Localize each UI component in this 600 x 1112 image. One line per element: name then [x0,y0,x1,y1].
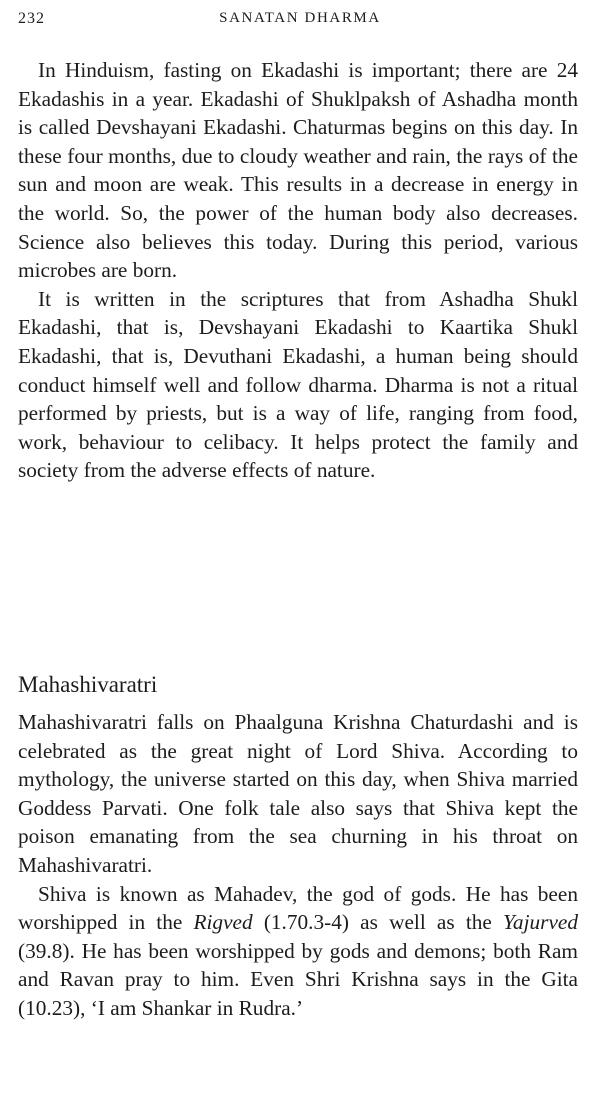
yajurved-title: Yajurved [503,910,578,935]
paragraph-mahadev-text-1: Shiva is known as Mahadev, the god of gods. He has been worshipped in the [18,881,578,935]
paragraph-ekadashi-dharma: It is written in the scriptures that from Ashadha Shukl Ekadashi, that is, Devshayani Ekadashi to Kaartika Shukl Ekadashi, that is, Devuthani Ekadashi, a human being should conduct himself well and follow dharma. Dharma is not a ritual performed by priests, but is a way of life, ranging from food, work, behaviour to celibacy. It helps protect the family and society from the adverse effects of nature. [18,286,578,483]
mahashivaratri-section [18,708,578,1023]
section-heading-mahashivaratri: Mahashivaratri [18,672,158,697]
paragraph-mahadev-text-2: (1.70.3-4) as well as the [252,910,504,935]
ekadashi-section [18,56,578,485]
paragraph-mahadev-text-3: (39.8). He has been worshipped by gods and demons; both Ram and Ravan pray to him. Even Shri Krishna says in the Gita (10.23), ‘I am Shankar in Rudra.’ [18,938,578,1020]
page-number: 232 [18,10,45,27]
paragraph-mahadev [18,880,578,1023]
paragraph-ekadashi-fasting: In Hinduism, fasting on Ekadashi is important; there are 24 Ekadashis in a year. Ekadashi of Shuklpaksh of Ashadha month is called Devshayani Ekadashi. Chaturmas begins on this day. In these four months, due to cloudy weather and rain, the rays of the sun and moon are weak. This results in a decrease in energy in the world. So, the power of the human body also decreases. Science also believes this today. During this period, various microbes are born. [18,58,578,283]
rigved-title: Rigved [193,910,253,935]
paragraph-mahashivaratri-intro: Mahashivaratri falls on Phaalguna Krishna Chaturdashi and is celebrated as the great night of Lord Shiva. According to mythology, the universe started on this day, when Shiva married Goddess Parvati. One folk tale also says that Shiva kept the poison emanating from the sea churning in his throat on Mahashivaratri. [18,710,578,877]
book-title: SANATAN DHARMA [219,10,381,26]
running-head [18,6,582,32]
